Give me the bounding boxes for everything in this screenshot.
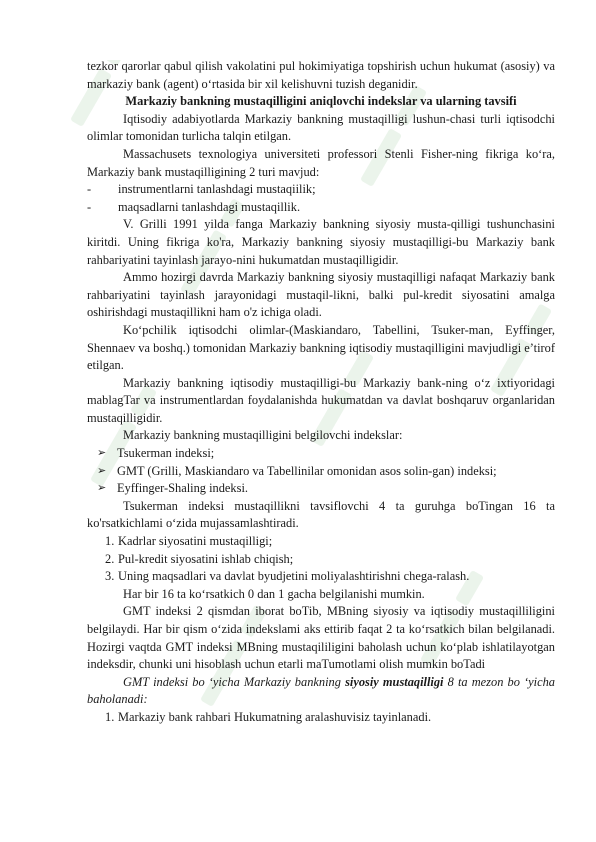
italic-text: GMT indeksi bo ‘yicha Markaziy bankning <box>123 674 346 689</box>
arrow-bullet-icon: ➢ <box>97 447 107 460</box>
list-item-text: Markaziy bank rahbari Hukumatning aralashuvisiz tayinlanadi. <box>118 709 432 724</box>
numbered-list-item <box>87 568 555 586</box>
paragraph: Har bir 16 ta ko‘rsatkich 0 dan 1 gacha belgilanishi mumkin. <box>123 586 425 601</box>
numbered-list-item <box>87 551 555 569</box>
arrow-bullet-icon: ➢ <box>97 464 107 477</box>
dash-bullet-icon: - <box>87 182 92 197</box>
list-item-text: maqsadlarni tanlashdagi mustaqillik. <box>118 199 301 214</box>
list-item-text: Uning maqsadlari va davlat byudjetini moliyalashtirishni chega-ralash. <box>118 569 470 584</box>
dash-list-item <box>87 181 555 199</box>
list-number: 1. <box>105 709 115 724</box>
list-number: 1. <box>105 534 115 549</box>
arrow-list-item <box>87 480 555 498</box>
arrow-list-item <box>87 445 555 463</box>
bold-italic-emphasis: siyosiy mustaqilligi <box>345 674 444 689</box>
paragraph-continuation: tezkor qarorlar qabul qilish vakolatini pul hokimiyatiga topshirish uchun hukumat (asosiy) va markaziy bank (agent) o‘rtasida bir xil kelishuvni tuzish deganidir. <box>87 59 555 91</box>
paragraph: GMT indeksi 2 qismdan iborat boTib, MBning siyosiy va iqtisodiy mustaqilliligini belgilaydi. Har bir qism o‘zida indekslami aks ettirib faqat 2 ta ko‘rsatkich bilan belgilanadi. Hozirgi vaqtda GMT indeksi MBning mustaqililigini baholash uchun ko‘plab ishlatilayotgan indeksdir, chunki uni hisoblash uchun etarli maTumotlami olish mumkin boTadi <box>87 604 555 672</box>
section-heading: Markaziy bankning mustaqilligini aniqlovchi indekslar va ularning tavsifi <box>125 94 517 109</box>
paragraph: Ammo hozirgi davrda Markaziy bankning siyosiy mustaqilligi nafaqat Markaziy bank rahbariyatini tayinlash jarayonidagi mustaqil-likni, balki pul-kredit siyosatini amalga oshirishdagi mustaqillikni ham o'z ichiga oladi. <box>87 270 555 320</box>
paragraph: Massachusets texnologiya universiteti professori Stenli Fisher-ning fikriga ko‘ra, Markaziy bank mustaqilligining 2 turi mavjud: <box>87 146 555 179</box>
dash-list-item <box>87 199 555 217</box>
arrow-bullet-icon: ➢ <box>97 482 107 495</box>
document-page <box>87 58 555 727</box>
dash-bullet-icon: - <box>87 199 92 214</box>
italic-paragraph <box>87 674 555 709</box>
arrow-list-item <box>87 463 555 481</box>
list-number: 3. <box>105 569 115 584</box>
numbered-list-item <box>87 533 555 551</box>
list-item-text: GMT (Grilli, Maskiandaro va Tabellinilar omonidan asos solin-gan) indeksi; <box>117 463 497 478</box>
list-item-text: Tsukerman indeksi; <box>117 446 215 461</box>
paragraph: Markaziy bankning mustaqilligini belgilovchi indekslar: <box>123 428 403 443</box>
list-item-text: Kadrlar siyosatini mustaqilligi; <box>118 534 273 549</box>
paragraph: Ko‘pchilik iqtisodchi olimlar-(Maskiandaro, Tabellini, Tsuker-man, Eyffinger, Shennaev va boshq.) tomonidan Markaziy bankning iqtisodiy mustaqilligini mavjudligi e’tirof etilgan. <box>87 322 555 373</box>
paragraph: Iqtisodiy adabiyotlarda Markaziy bankning mustaqilligi lushun-chasi turli iqtisodchi olimlar tomonidan turlicha talqin etilgan. <box>87 111 555 144</box>
list-item-text: Eyffinger-Shaling indeksi. <box>117 481 248 496</box>
list-item-text: instrumentlarni tanlashdagi mustaqiilik; <box>118 182 316 197</box>
italic-text: 8 ta mezon bo ‘yicha baholanadi: <box>87 674 555 707</box>
list-number: 2. <box>105 551 115 566</box>
paragraph: Tsukerman indeksi mustaqillikni tavsiflovchi 4 ta guruhga boTingan 16 ta ko'rsatkichlami o‘zida mujassamlashtiradi. <box>87 498 555 531</box>
list-item-text: Pul-kredit siyosatini ishlab chiqish; <box>118 551 294 566</box>
paragraph: V. Grilli 1991 yilda fanga Markaziy bankning siyosiy musta-qilligi tushunchasini kiritdi. Uning fikriga ko'ra, Markaziy bankning siyosiy mustaqilligi-bu Markaziy bank rahbariyatini tayinlash jarayo-nini hukumatdan mustaqilligidir. <box>87 217 555 267</box>
numbered-list-item <box>87 709 555 727</box>
paragraph: Markaziy bankning iqtisodiy mustaqilligi-bu Markaziy bank-ning o‘z ixtiyoridagi mablagTar va instrumentlardan foydalanishda hukumatdan va davlat boshqaruv organlaridan mustaqilligidir. <box>87 375 555 425</box>
